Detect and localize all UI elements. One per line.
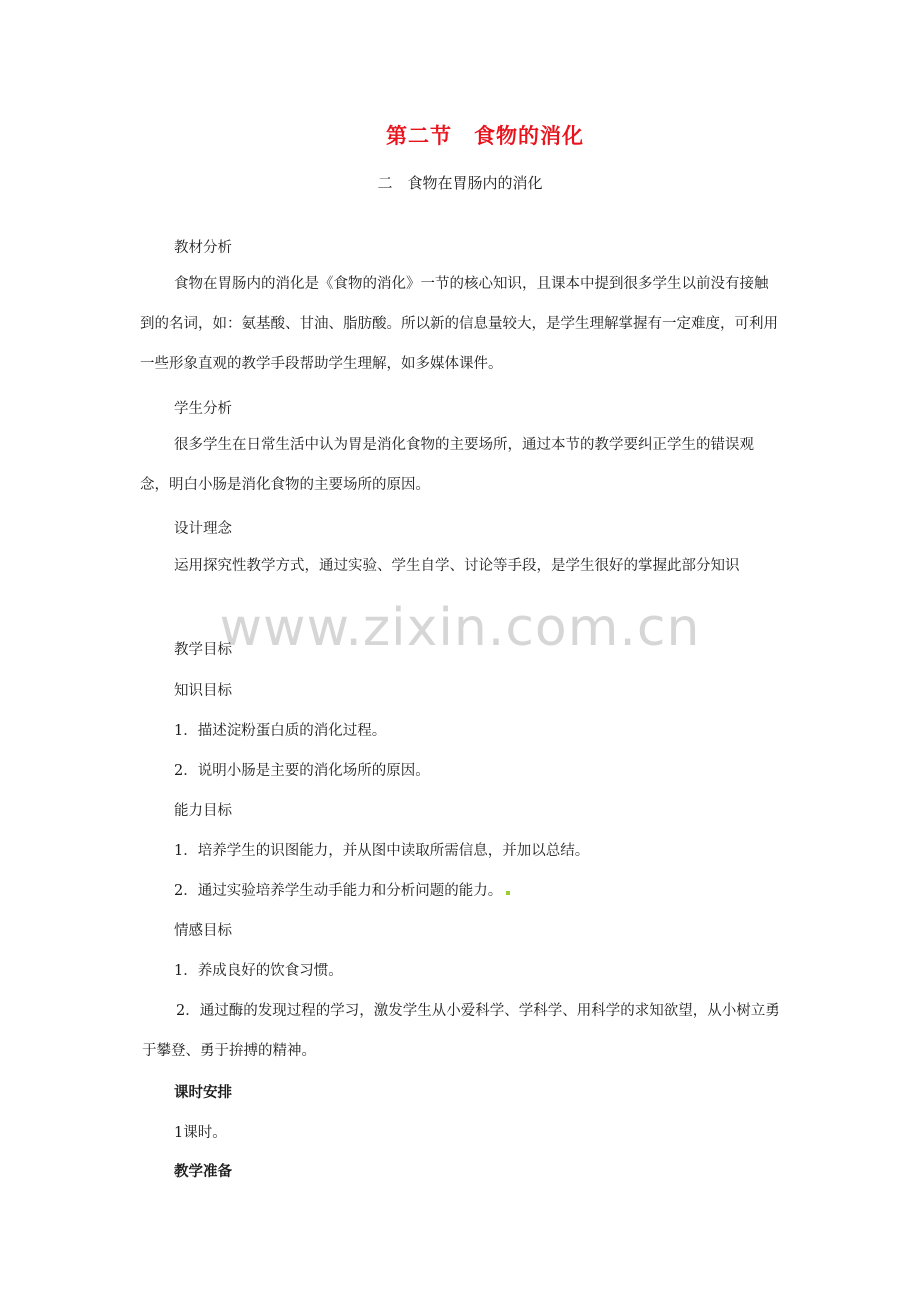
- page-subtitle: 二 食物在胃肠内的消化: [377, 174, 543, 192]
- subheading-emotion: 情感目标: [174, 923, 232, 939]
- emotion-item-1: 1．养成良好的饮食习惯。: [174, 963, 343, 979]
- paragraph-student: 很多学生在日常生活中认为胃是消化食物的主要场所，通过本节的教学要纠正学生的错误观念，明白小肠是消化食物的主要场所的原因。: [140, 437, 754, 493]
- knowledge-item-2: 2．说明小肠是主要的消化场所的原因。: [174, 763, 430, 779]
- section-heading-student: 学生分析: [174, 401, 232, 417]
- ability-item-2: 2．通过实验培养学生动手能力和分析问题的能力。: [174, 883, 503, 899]
- page-title: 第二节 食物的消化: [386, 124, 584, 148]
- knowledge-item-1: 1．描述淀粉蛋白质的消化过程。: [174, 723, 387, 739]
- paragraph-design: 运用探究性教学方式，通过实验、学生自学、讨论等手段，是学生很好的掌握此部分知识: [174, 558, 740, 574]
- schedule-text: 1课时。: [174, 1125, 227, 1141]
- section-heading-goals: 教学目标: [174, 642, 232, 658]
- section-heading-prep: 教学准备: [174, 1164, 232, 1180]
- subheading-ability: 能力目标: [174, 803, 232, 819]
- paragraph-textbook: 食物在胃肠内的消化是《食物的消化》一节的核心知识，且课本中提到很多学生以前没有接触到的名词，如：氨基酸、甘油、脂肪酸。所以新的信息量较大，是学生理解掌握有一定难度，可利用一些形象直观的教学手段帮助学生理解，如多媒体课件。: [140, 276, 778, 372]
- marker-dot: [506, 891, 510, 895]
- emotion-item-2: 2．通过酶的发现过程的学习，激发学生从小爱科学、学科学、用科学的求知欲望，从小树立勇于攀登、勇于拚搏的精神。: [142, 1003, 780, 1059]
- watermark: www.zixin.com.cn: [219, 598, 701, 658]
- section-heading-design: 设计理念: [174, 521, 232, 537]
- section-heading-schedule: 课时安排: [174, 1085, 232, 1101]
- subheading-knowledge: 知识目标: [174, 683, 232, 699]
- ability-item-2-wrap: [174, 879, 510, 900]
- section-heading-textbook: 教材分析: [174, 240, 232, 256]
- ability-item-1: 1．培养学生的识图能力，并从图中读取所需信息，并加以总结。: [174, 843, 590, 859]
